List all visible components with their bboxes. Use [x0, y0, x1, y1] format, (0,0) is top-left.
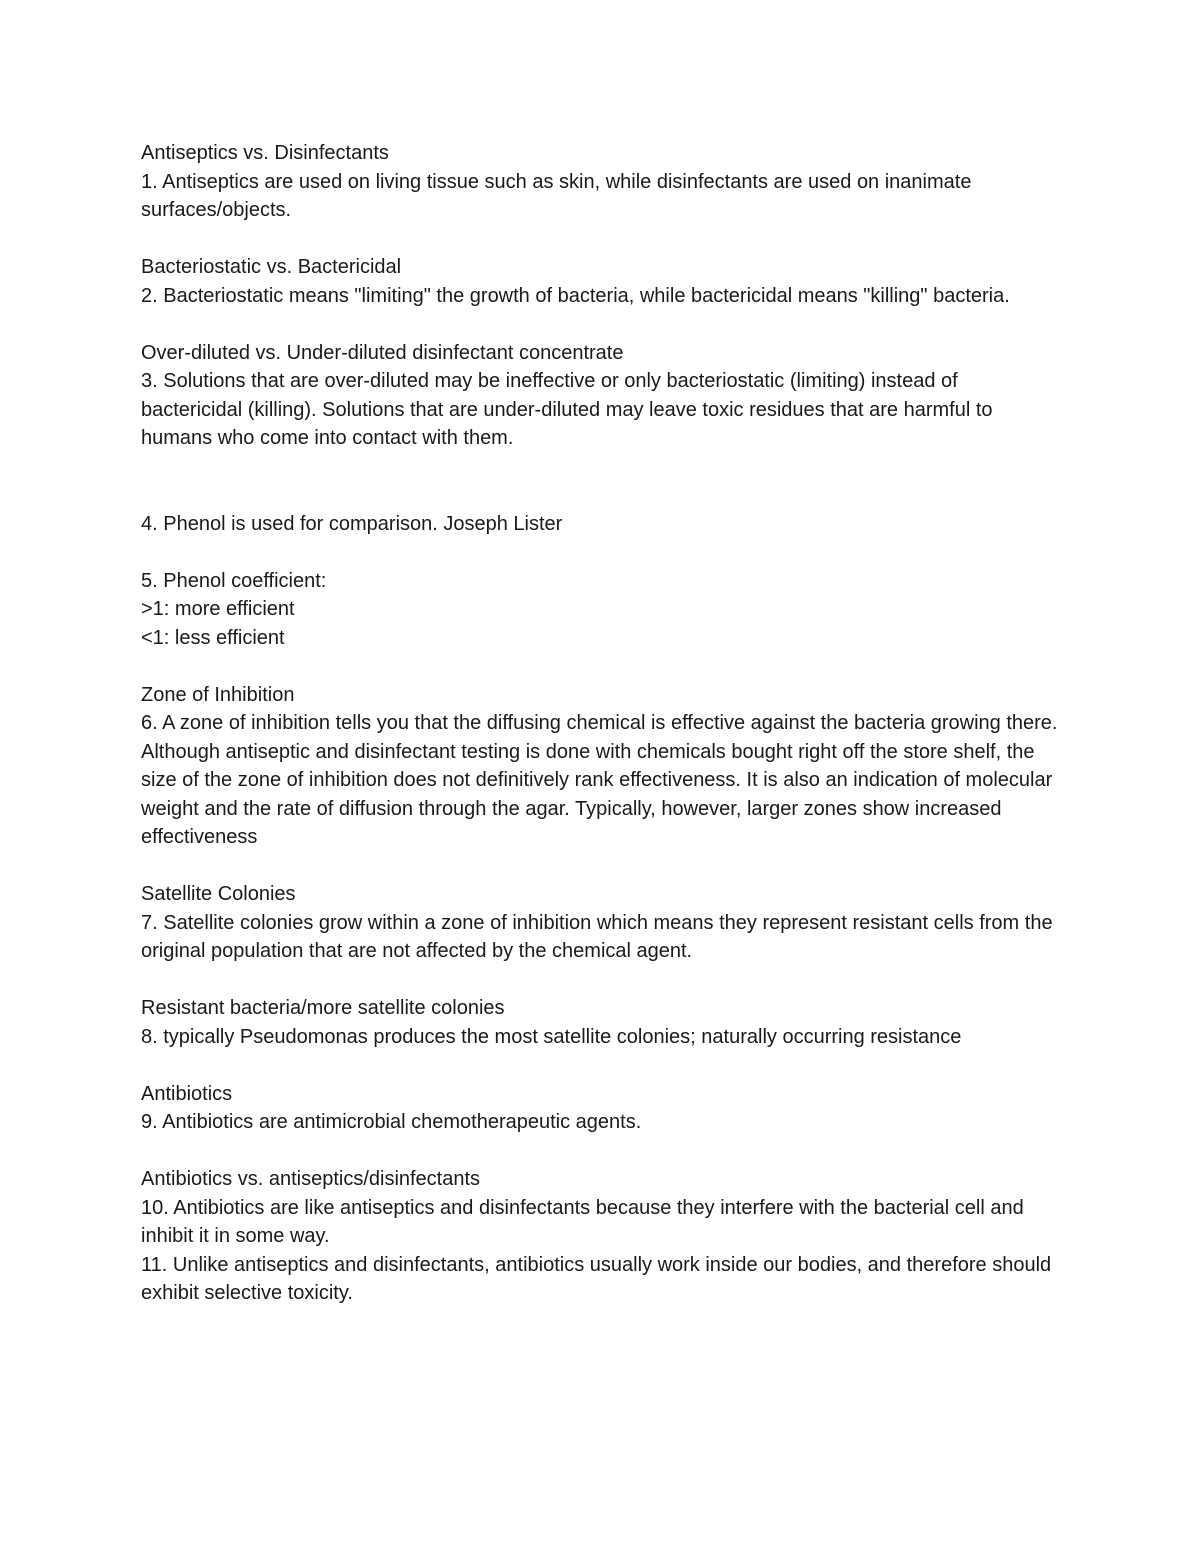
answer-3: 3. Solutions that are over-diluted may be ineffective or only bacteriostatic (limiting) instead of bactericidal (killing). Solutions that are under-diluted may leave toxic residues that are harmful to humans who come into contact with them. — [141, 370, 993, 449]
spacer — [141, 652, 1061, 681]
answer-7: 7. Satellite colonies grow within a zone of inhibition which means they represent resistant cells from the original population that are not affected by the chemical agent. — [141, 911, 1053, 962]
answer-11: 11. Unlike antiseptics and disinfectants, antibiotics usually work inside our bodies, and therefore should exhibit selective toxicity. — [141, 1253, 1052, 1304]
section-satellite-colonies — [141, 880, 1061, 966]
spacer — [141, 538, 1061, 567]
document-body — [141, 139, 1061, 1308]
section-phenol-coefficient — [141, 567, 1061, 653]
spacer — [141, 310, 1061, 339]
section-heading: Antibiotics vs. antiseptics/disinfectants — [141, 1168, 481, 1190]
section-heading: Antibiotics — [141, 1082, 233, 1105]
answer-10: 10. Antibiotics are like antiseptics and disinfectants because they interfere with the bacterial cell and inhibit it in some way. — [141, 1196, 1024, 1247]
coefficient-greater: >1: more efficient — [141, 598, 295, 620]
answer-5: 5. Phenol coefficient: — [141, 569, 327, 592]
answer-2: 2. Bacteriostatic means "limiting" the growth of bacteria, while bactericidal means "killing" bacteria. — [141, 284, 1010, 307]
coefficient-less: <1: less efficient — [141, 626, 285, 649]
spacer — [141, 966, 1061, 995]
answer-4: 4. Phenol is used for comparison. Joseph Lister — [141, 512, 563, 535]
answer-6: 6. A zone of inhibition tells you that the diffusing chemical is effective against the bacteria growing there. Although antiseptic and disinfectant testing is done with chemicals bought right off the store shelf, the size of the zone of inhibition does not definitively rank effectiveness. It is also an indication of molecular weight and the rate of diffusion through the agar. Typically, however, larger zones show increased effectiveness — [141, 712, 1058, 848]
section-heading: Satellite Colonies — [141, 883, 296, 905]
spacer — [141, 225, 1061, 254]
section-heading: Bacteriostatic vs. Bactericidal — [141, 256, 402, 278]
spacer — [141, 453, 1061, 482]
section-antibiotics — [141, 1080, 1061, 1137]
section-heading: Zone of Inhibition — [141, 683, 295, 706]
section-antiseptics-vs-disinfectants — [141, 139, 1061, 225]
section-resistant-bacteria — [141, 994, 1061, 1051]
section-bacteriostatic-vs-bactericidal — [141, 253, 1061, 310]
spacer — [141, 1051, 1061, 1080]
section-zone-of-inhibition — [141, 681, 1061, 852]
spacer — [141, 852, 1061, 881]
spacer — [141, 481, 1061, 510]
spacer — [141, 1137, 1061, 1166]
answer-1: 1. Antiseptics are used on living tissue such as skin, while disinfectants are used on inanimate surfaces/objects. — [141, 170, 972, 221]
section-heading: Resistant bacteria/more satellite colonies — [141, 997, 505, 1019]
section-antibiotics-vs-antiseptics — [141, 1165, 1061, 1308]
section-heading: Antiseptics vs. Disinfectants — [141, 142, 389, 164]
answer-9: 9. Antibiotics are antimicrobial chemotherapeutic agents. — [141, 1111, 642, 1133]
answer-8: 8. typically Pseudomonas produces the most satellite colonies; naturally occurring resistance — [141, 1025, 962, 1048]
section-phenol — [141, 510, 1061, 539]
section-heading: Over-diluted vs. Under-diluted disinfectant concentrate — [141, 341, 624, 364]
section-dilution — [141, 339, 1061, 453]
